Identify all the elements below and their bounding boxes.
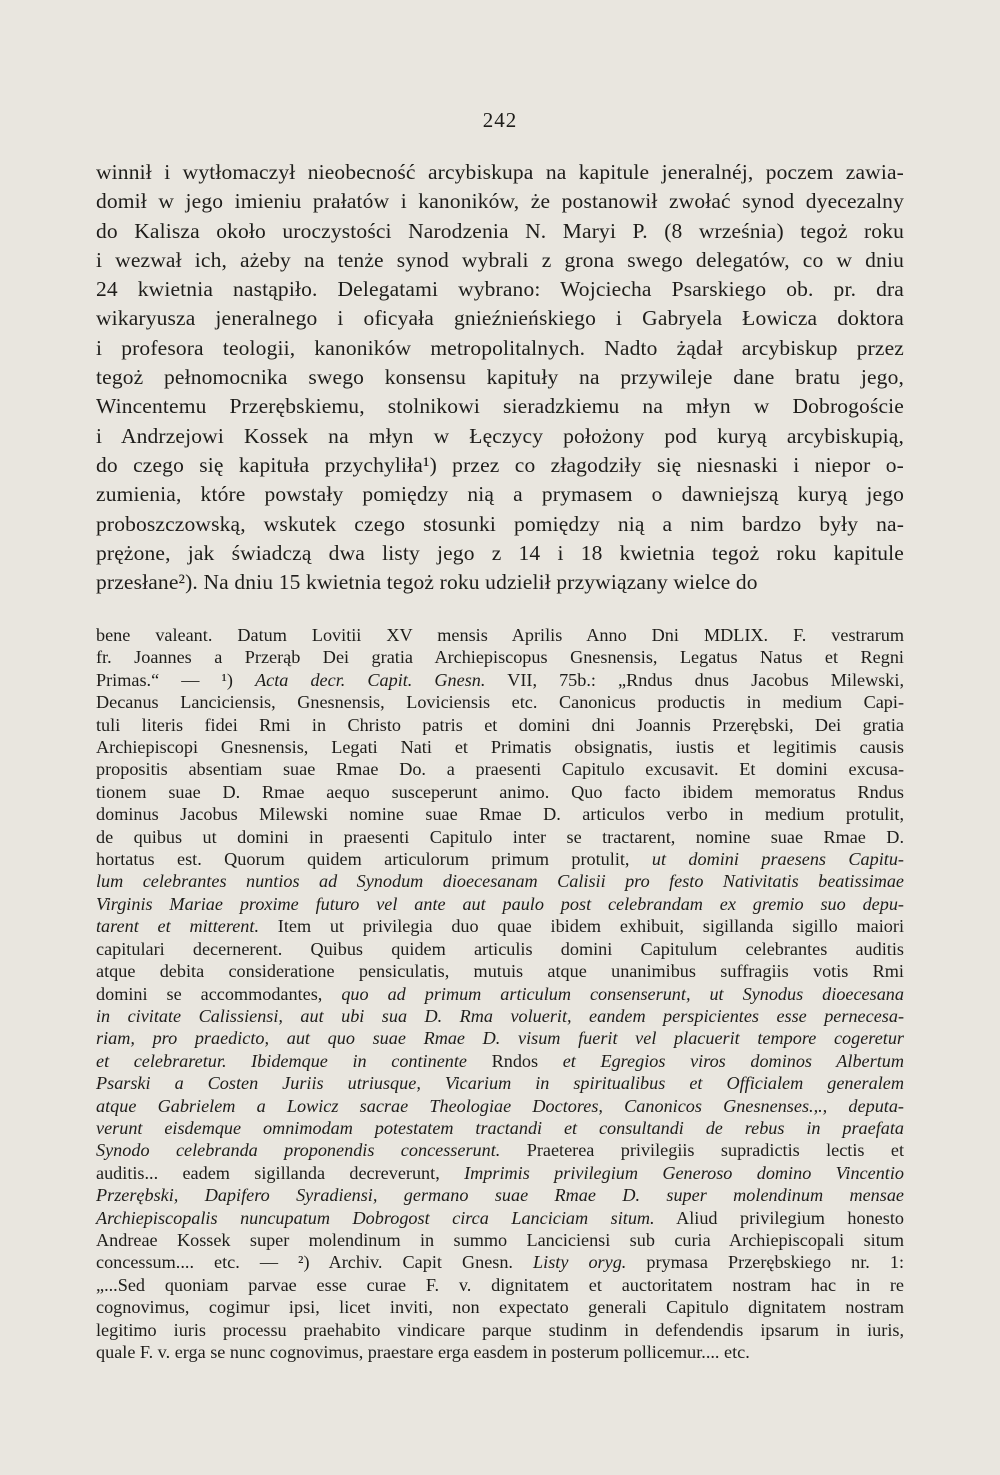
italic-segment: et celebraretur. Ibidemque in continente <box>96 1050 467 1071</box>
footnote-line: fr. Joannes a Przerąb Dei gratia Archiepiscopus Gnesnensis, Legatus Natus et Regni <box>96 647 904 668</box>
italic-segment: riam, pro praedicto, aut quo suae Rmae D. visum fuerit vel placuerit tempore cogeretur <box>96 1028 904 1049</box>
italic-segment: Przerębski, Dapifero Syradiensi, germano suae Rmae D. super molendinum mensae <box>96 1185 904 1206</box>
footnote-line: concessum.... etc. — ²) Archiv. Capit Gnesn. Listy oryg. prymasa Przerębskiego nr. 1: <box>96 1252 904 1273</box>
italic-segment: et Egregios viros dominos Albertum <box>562 1050 904 1071</box>
footnote-line: Primas.“ — ¹) Acta decr. Capit. Gnesn. VII, 75b.: „Rndus dnus Jacobus Milewski, <box>96 669 904 690</box>
italic-segment: lum celebrantes nuntios ad Synodum dioecesanam Calisii pro festo Nativitatis beatissimae <box>96 871 904 892</box>
footnote-line: quale F. v. erga se nunc cognovimus, praestare erga easdem in posterum pollicemur.... etc. <box>96 1342 750 1362</box>
footnote-line <box>96 1072 904 1094</box>
footnote-line: et celebraretur. Ibidemque in continente Rndos et Egregios viros dominos Albertum <box>96 1050 904 1071</box>
main-text-line: domił w jego imieniu prałatów i kanoników, że postanowił zwołać synod dyecezalny <box>96 189 904 214</box>
footnote-line: de quibus ut domini in praesenti Capitulo inter se tractarent, nomine suae Rmae D. <box>96 826 904 847</box>
main-text-line: prężone, jak świadczą dwa listy jego z 14 i 18 kwietnia tegoż roku kapitule <box>96 540 904 565</box>
footnote-line <box>96 1095 904 1117</box>
footnote-line <box>96 1117 904 1139</box>
footnote-line: Archiepiscopalis nuncupatum Dobrogost circa Lanciciam situm. Aliud privilegium honesto <box>96 1207 904 1228</box>
main-text-line: do czego się kapituła przychyliła¹) przez co złagodziły się niesnaski i niepor o- <box>96 452 904 477</box>
main-text-line: i profesora teologii, kanoników metropolitalnych. Nadto żądał arcybiskup przez <box>96 335 904 360</box>
italic-segment: Imprimis privilegium Generoso domino Vincentio <box>464 1162 904 1183</box>
italic-segment: Virginis Mariae proxime futuro vel ante aut paulo post celebrandam ex gremio suo depu- <box>96 893 904 914</box>
footnote-line: hortatus est. Quorum quidem articulorum primum protulit, ut domini praesens Capitu- <box>96 849 904 870</box>
footnote-line: „...Sed quoniam parvae esse curae F. v. dignitatem et auctoritatem nostram hac in re <box>96 1274 904 1295</box>
footnote-line <box>96 1184 904 1206</box>
footnote-line: Andreae Kossek super molendinum in summo Lanciciensi sub curia Archiepiscopali situm <box>96 1229 904 1250</box>
italic-segment: in civitate Calissiensi, aut ubi sua D. Rma voluerit, eandem perspicientes esse pernecesa- <box>96 1005 904 1026</box>
italic-segment: Psarski a Costen Juriis utriusque, Vicarium in spiritualibus et Officialem generalem <box>96 1073 904 1094</box>
footnote-line: capitulari decernerent. Quibus quidem articulis domini Capitulum celebrantes auditis <box>96 938 904 959</box>
main-text-line: Wincentemu Przerębskiemu, stolnikowi sieradzkiemu na młyn w Dobrogoście <box>96 394 904 419</box>
footnote-line: propositis absentiam suae Rmae Do. a praesenti Capitulo excusavit. Et domini excusa- <box>96 759 904 780</box>
main-text-line: proboszczowską, wskutek czego stosunki pomiędzy nią a nim bardzo były na- <box>96 511 904 536</box>
main-text-line: do Kalisza około uroczystości Narodzenia N. Maryi P. (8 września) tegoż roku <box>96 218 904 243</box>
footnote-line: legitimo iuris processu praehabito vindicare parque studinm in defendendis ipsarum in iuris, <box>96 1319 904 1340</box>
footnote-line: atque debita consideratione pensiculatis, mutuis atque unanimibus suffragiis votis Rmi <box>96 961 904 982</box>
footnote-line: tarent et mitterent. Item ut privilegia duo quae ibidem exhibuit, sigillanda sigillo maiori <box>96 916 905 937</box>
main-text-line: tegoż pełnomocnika swego konsensu kapituły na przywileje dane bratu jego, <box>96 365 904 390</box>
italic-segment: Archiepiscopalis nuncupatum Dobrogost circa Lanciciam situm. <box>96 1207 655 1228</box>
footnotes <box>96 624 904 1363</box>
footnote-line <box>96 1027 904 1049</box>
footnote-line: Decanus Lanciciensis, Gnesnensis, Loviciensis etc. Canonicus productis in medium Capi- <box>96 692 904 713</box>
main-text-line: i wezwał ich, ażeby na tenże synod wybrali z grona swego delegatów, co w dniu <box>96 247 904 272</box>
main-text-line: winnił i wytłomaczył nieobecność arcybiskupa na kapitule jeneralnéj, poczem zawia- <box>96 160 904 184</box>
footnote-line: Archiepiscopi Gnesnensis, Legati Nati et Primatis obsignatis, iustis et legitimis causis <box>96 737 904 758</box>
main-text-line: zumienia, które powstały pomiędzy nią a prymasem o dawniejszą kuryą jego <box>96 482 904 507</box>
footnote-line: dominus Jacobus Milewski nomine suae Rmae D. articulos verbo in medium protulit, <box>96 804 904 825</box>
italic-segment: Acta decr. Capit. Gnesn. <box>255 669 486 690</box>
footnote-line: cognovimus, cogimur ipsi, licet inviti, non expectato generali Capitulo dignitatem nostram <box>96 1297 904 1318</box>
italic-segment: atque Gabrielem a Lowicz sacrae Theologiae Doctores, Canonicos Gnesnenses.,., deputa- <box>96 1095 904 1116</box>
italic-segment: quo ad primum articulum consenserunt, ut Synodus dioecesana <box>341 983 904 1004</box>
footnote-line: tionem suae D. Rmae aequo susceperunt animo. Quo facto ibidem memoratus Rndus <box>96 781 904 802</box>
main-text <box>96 158 904 597</box>
footnote-line: Synodo celebranda proponendis concesserunt. Praeterea privilegiis supradictis lectis et <box>96 1140 904 1161</box>
page-number: 242 <box>482 108 518 132</box>
main-text-line: 24 kwietnia nastąpiło. Delegatami wybrano: Wojciecha Psarskiego ob. pr. dra <box>96 277 904 302</box>
footnote-line: bene valeant. Datum Lovitii XV mensis Aprilis Anno Dni MDLIX. F. vestrarum <box>96 625 904 645</box>
footnote-line <box>96 1005 904 1027</box>
footnote-line: auditis... eadem sigillanda decreverunt, Imprimis privilegium Generoso domino Vincentio <box>96 1162 904 1183</box>
italic-segment: verunt eisdemque omnimodam potestatem tractandi et consultandi de rebus in praefata <box>96 1117 904 1138</box>
italic-segment: Synodo celebranda proponendis concesserunt. <box>96 1140 501 1161</box>
main-text-line: przesłane²). Na dniu 15 kwietnia tegoż roku udzielił przywiązany wielce do <box>96 570 758 595</box>
italic-segment: Listy oryg. <box>533 1252 627 1273</box>
footnote-line: tuli literis fidei Rmi in Christo patris et domini dni Joannis Przerębski, Dei gratia <box>96 714 904 735</box>
main-text-line: i Andrzejowi Kossek na młyn w Łęczycy położony pod kuryą arcybiskupią, <box>96 423 904 448</box>
footnote-line <box>96 893 904 915</box>
footnote-line: domini se accommodantes, quo ad primum articulum consenserunt, ut Synodus dioecesana <box>96 983 904 1004</box>
main-text-line: wikaryusza jeneralnego i oficyała gnieźnieńskiego i Gabryela Łowicza doktora <box>96 306 904 331</box>
footnote-line <box>96 870 904 892</box>
italic-segment: ut domini praesens Capitu- <box>651 849 904 870</box>
italic-segment: tarent et mitterent. <box>96 916 260 937</box>
